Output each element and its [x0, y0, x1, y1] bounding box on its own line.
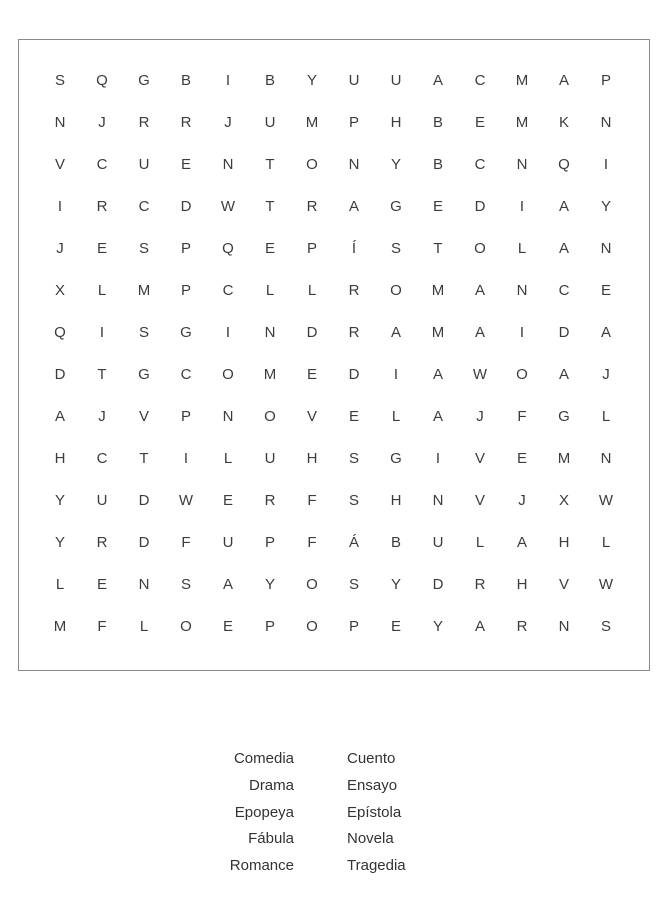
grid-letter: R [96, 198, 108, 215]
grid-letter: W [472, 366, 488, 383]
grid-letter: R [474, 576, 486, 593]
grid-letter: P [348, 618, 359, 635]
grid-letter: T [97, 366, 107, 383]
grid-row [39, 522, 627, 564]
grid-letter: P [306, 240, 317, 257]
grid-letter: P [600, 72, 611, 89]
grid-letter: R [306, 198, 318, 215]
grid-row [39, 144, 627, 186]
grid-letter: H [516, 576, 528, 593]
grid-letter: U [138, 156, 150, 173]
word-list-item: Ensayo [347, 776, 398, 794]
grid-letter: F [97, 618, 107, 635]
grid-letter: L [391, 408, 401, 425]
grid-letter: D [474, 198, 486, 215]
grid-letter: A [516, 534, 527, 551]
grid-letter: H [390, 492, 402, 509]
grid-letter: I [183, 450, 189, 467]
grid-letter: H [54, 450, 66, 467]
grid-letter: V [474, 492, 485, 509]
grid-letter: R [264, 492, 276, 509]
grid-letter: H [558, 534, 570, 551]
grid-letter: W [220, 198, 236, 215]
grid-letter: V [474, 450, 485, 467]
grid-letter: D [432, 576, 444, 593]
grid-letter: O [306, 618, 318, 635]
grid-letter: N [348, 156, 360, 173]
grid-letter: S [348, 450, 359, 467]
word-list-item: Epístola [347, 803, 402, 821]
grid-letter: P [348, 114, 359, 131]
grid-letter: A [474, 324, 485, 341]
grid-letter: N [264, 324, 276, 341]
grid-row [39, 396, 627, 438]
grid-letter: N [222, 156, 234, 173]
grid-letter: M [557, 450, 571, 467]
grid-letter: O [516, 366, 528, 383]
grid-letter: W [178, 492, 194, 509]
word-list-item: Novela [347, 830, 394, 848]
grid-letter: L [265, 282, 275, 299]
grid-row [39, 270, 627, 312]
grid-letter: U [222, 534, 234, 551]
grid-letter: N [558, 618, 570, 635]
grid-letter: L [307, 282, 317, 299]
word-list-left-column [230, 746, 294, 880]
grid-letter: S [348, 492, 359, 509]
grid-letter: O [264, 408, 276, 425]
grid-letter: F [307, 492, 317, 509]
grid-letter: Q [558, 156, 570, 173]
grid-letter: I [99, 324, 105, 341]
grid-letter: J [602, 366, 610, 383]
grid-letter: M [515, 72, 529, 89]
grid-row [39, 60, 627, 102]
word-list-right-column [347, 746, 406, 880]
grid-letter: S [348, 576, 359, 593]
grid-letter: L [475, 534, 485, 551]
grid-letter: I [519, 198, 525, 215]
grid-letter: C [474, 156, 486, 173]
grid-letter: E [474, 114, 485, 131]
grid-letter: O [180, 618, 192, 635]
grid-letter: U [348, 72, 360, 89]
grid-letter: P [180, 240, 191, 257]
grid-letter: U [264, 114, 276, 131]
grid-letter: C [222, 282, 234, 299]
grid-letter: S [138, 240, 149, 257]
grid-letter: Q [96, 72, 108, 89]
grid-letter: A [558, 198, 569, 215]
grid-letter: Í [351, 240, 357, 257]
grid-letter: V [558, 576, 569, 593]
grid-letter: T [139, 450, 149, 467]
grid-letter: D [54, 366, 66, 383]
grid-letter: M [137, 282, 151, 299]
grid-letter: I [603, 156, 609, 173]
grid-letter: N [516, 156, 528, 173]
grid-letter: W [598, 576, 614, 593]
grid-letter: C [96, 156, 108, 173]
grid-letter: I [393, 366, 399, 383]
grid-letter: F [181, 534, 191, 551]
grid-letter: N [600, 450, 612, 467]
grid-letter: B [432, 114, 443, 131]
grid-letter: N [222, 408, 234, 425]
grid-letter: Q [54, 324, 66, 341]
grid-letter: G [390, 198, 402, 215]
grid-letter: Q [222, 240, 234, 257]
grid-letter: C [474, 72, 486, 89]
grid-letter: T [433, 240, 443, 257]
grid-letter: O [306, 576, 318, 593]
grid-letter: N [54, 114, 66, 131]
grid-letter: X [54, 282, 65, 299]
grid-letter: S [138, 324, 149, 341]
grid-letter: B [432, 156, 443, 173]
grid-letter: I [225, 72, 231, 89]
grid-letter: D [306, 324, 318, 341]
grid-letter: C [180, 366, 192, 383]
grid-letter: E [180, 156, 191, 173]
grid-letter: J [56, 240, 64, 257]
grid-letter: T [265, 198, 275, 215]
grid-letter: A [432, 72, 443, 89]
grid-letter: N [516, 282, 528, 299]
grid-letter: R [96, 534, 108, 551]
grid-letter: D [138, 492, 150, 509]
grid-letter: G [180, 324, 192, 341]
grid-letter: S [390, 240, 401, 257]
grid-row [39, 438, 627, 480]
grid-letter: O [306, 156, 318, 173]
grid-letter: I [57, 198, 63, 215]
grid-letter: E [516, 450, 527, 467]
grid-letter: L [139, 618, 149, 635]
grid-letter: D [180, 198, 192, 215]
grid-letter: L [223, 450, 233, 467]
grid-letter: F [517, 408, 527, 425]
grid-letter: E [390, 618, 401, 635]
grid-letter: E [222, 492, 233, 509]
grid-letter: L [97, 282, 107, 299]
grid-letter: C [558, 282, 570, 299]
grid-letter: E [432, 198, 443, 215]
grid-letter: C [138, 198, 150, 215]
grid-row [39, 354, 627, 396]
grid-letter: E [96, 240, 107, 257]
grid-letter: A [54, 408, 65, 425]
grid-letter: J [98, 114, 106, 131]
grid-letter: H [390, 114, 402, 131]
grid-letter: M [53, 618, 67, 635]
grid-letter: Y [390, 156, 401, 173]
word-list-item: Fábula [248, 830, 294, 848]
grid-letter: P [264, 618, 275, 635]
grid-letter: Y [306, 72, 317, 89]
grid-letter: E [222, 618, 233, 635]
grid-letter: A [222, 576, 233, 593]
grid-letter: R [180, 114, 192, 131]
grid-letter: M [263, 366, 277, 383]
grid-letter: G [390, 450, 402, 467]
grid-row [39, 102, 627, 144]
grid-letter: S [600, 618, 611, 635]
letter-grid [39, 60, 627, 652]
grid-letter: A [432, 366, 443, 383]
grid-letter: K [558, 114, 569, 131]
grid-letter: A [558, 72, 569, 89]
grid-letter: E [306, 366, 317, 383]
grid-letter: A [390, 324, 401, 341]
grid-letter: J [98, 408, 106, 425]
grid-letter: O [474, 240, 486, 257]
grid-letter: M [431, 282, 445, 299]
grid-letter: U [390, 72, 402, 89]
grid-letter: I [435, 450, 441, 467]
grid-letter: O [222, 366, 234, 383]
grid-letter: A [474, 282, 485, 299]
grid-letter: Y [432, 618, 443, 635]
word-list-item: Drama [248, 776, 294, 794]
grid-letter: I [225, 324, 231, 341]
grid-letter: L [517, 240, 527, 257]
grid-letter: V [54, 156, 65, 173]
grid-letter: T [265, 156, 275, 173]
grid-letter: Á [348, 534, 359, 551]
grid-letter: C [96, 450, 108, 467]
grid-letter: J [518, 492, 526, 509]
word-list-item: Romance [229, 857, 294, 875]
grid-letter: L [55, 576, 65, 593]
grid-letter: W [598, 492, 614, 509]
grid-letter: P [180, 282, 191, 299]
grid-letter: L [601, 534, 611, 551]
grid-letter: E [264, 240, 275, 257]
grid-letter: R [348, 282, 360, 299]
grid-letter: D [348, 366, 360, 383]
grid-letter: N [600, 114, 612, 131]
grid-letter: E [348, 408, 359, 425]
grid-letter: N [138, 576, 150, 593]
grid-letter: A [600, 324, 611, 341]
word-list-item: Comedia [233, 750, 294, 767]
grid-letter: I [519, 324, 525, 341]
grid-row [39, 312, 627, 354]
grid-letter: Y [54, 534, 65, 551]
grid-letter: Y [600, 198, 611, 215]
grid-letter: O [390, 282, 402, 299]
word-search-puzzle [18, 39, 650, 671]
grid-letter: V [138, 408, 149, 425]
grid-letter: U [96, 492, 108, 509]
grid-letter: G [138, 366, 150, 383]
grid-letter: A [432, 408, 443, 425]
grid-letter: B [264, 72, 275, 89]
grid-letter: G [138, 72, 150, 89]
grid-row [39, 228, 627, 270]
grid-letter: M [431, 324, 445, 341]
word-list-item: Tragedia [347, 857, 406, 875]
grid-letter: U [264, 450, 276, 467]
grid-letter: M [515, 114, 529, 131]
grid-letter: J [224, 114, 232, 131]
grid-letter: B [390, 534, 401, 551]
grid-row [39, 606, 627, 648]
grid-letter: A [558, 240, 569, 257]
grid-row [39, 564, 627, 606]
grid-letter: P [264, 534, 275, 551]
grid-letter: D [138, 534, 150, 551]
grid-letter: A [558, 366, 569, 383]
grid-letter: R [516, 618, 528, 635]
grid-row [39, 480, 627, 522]
grid-letter: S [180, 576, 191, 593]
grid-letter: N [600, 240, 612, 257]
word-list-item: Cuento [347, 750, 396, 767]
grid-letter: L [601, 408, 611, 425]
grid-letter: X [558, 492, 569, 509]
grid-letter: D [558, 324, 570, 341]
grid-letter: A [348, 198, 359, 215]
grid-letter: B [180, 72, 191, 89]
grid-letter: V [306, 408, 317, 425]
grid-letter: F [307, 534, 317, 551]
grid-letter: R [348, 324, 360, 341]
grid-letter: M [305, 114, 319, 131]
grid-letter: Y [264, 576, 275, 593]
grid-letter: S [54, 72, 65, 89]
grid-letter: Y [390, 576, 401, 593]
grid-letter: J [476, 408, 484, 425]
grid-letter: H [306, 450, 318, 467]
grid-letter: A [474, 618, 485, 635]
grid-letter: E [96, 576, 107, 593]
grid-letter: E [600, 282, 611, 299]
grid-row [39, 186, 627, 228]
grid-letter: P [180, 408, 191, 425]
grid-letter: U [432, 534, 444, 551]
grid-letter: N [432, 492, 444, 509]
grid-letter: Y [54, 492, 65, 509]
grid-letter: G [558, 408, 570, 425]
grid-letter: R [138, 114, 150, 131]
word-list-item: Epopeya [234, 803, 294, 821]
